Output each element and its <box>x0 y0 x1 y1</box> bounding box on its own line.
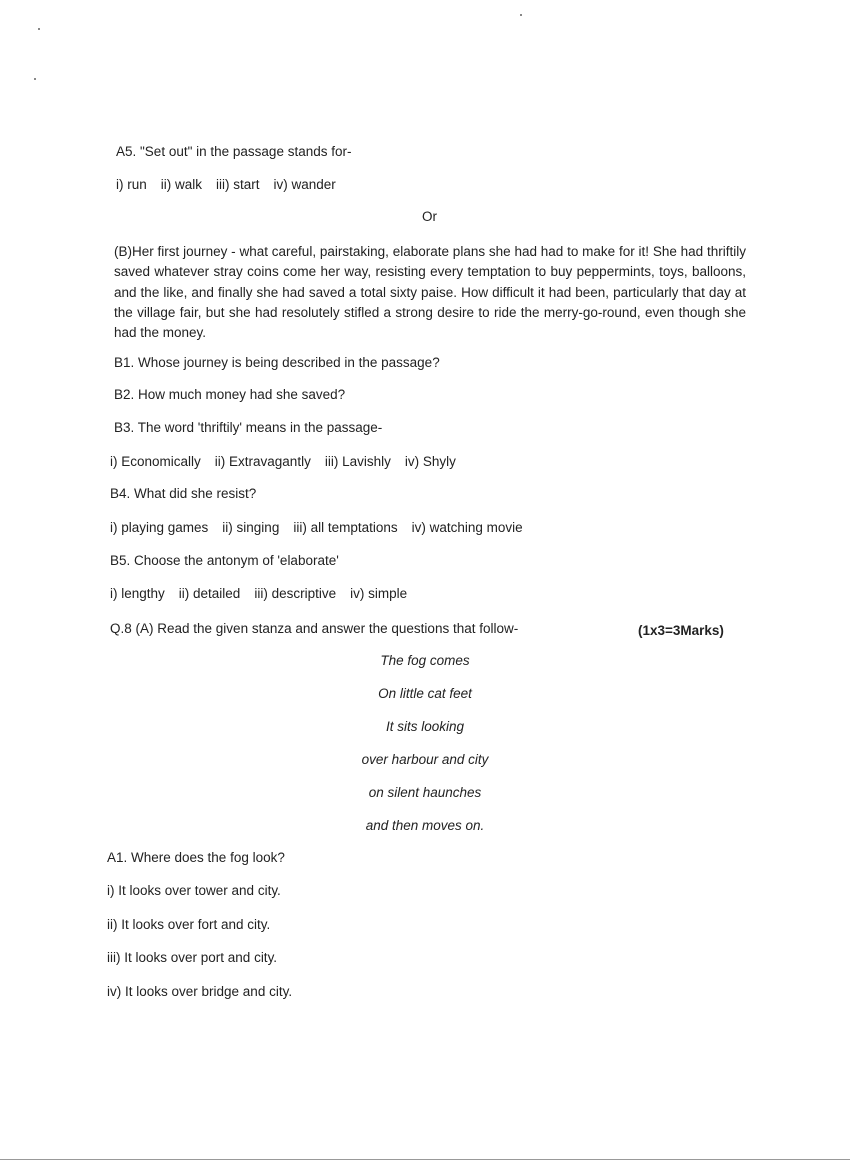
poem-line: and then moves on. <box>365 818 485 833</box>
option: iii) all temptations <box>293 520 398 535</box>
option: ii) detailed <box>178 586 241 601</box>
question-b4: B4. What did she resist? <box>110 486 257 501</box>
poem-line: The fog comes <box>380 653 470 668</box>
option: ii) It looks over fort and city. <box>107 917 271 932</box>
option: iv) It looks over bridge and city. <box>107 984 293 999</box>
marks-label: (1x3=3Marks) <box>638 623 724 638</box>
passage-b: (B)Her first journey - what careful, pairstaking, elaborate plans she had had to make for it! She had thriftily saved whatever stray coins come her way, resisting every temptation to buy peppermints, toys, balloons, and the like, and finally she had saved a total sixty paise. How difficult it had been, particularly that day at the village fair, but she had resolutely stifled a strong desire to ride the merry-go-round, even though she had the money. <box>114 244 746 341</box>
question-b5: B5. Choose the antonym of 'elaborate' <box>110 553 339 568</box>
question-8-instruction: Q.8 (A) Read the given stanza and answer the questions that follow- <box>110 621 519 636</box>
poem-line: over harbour and city <box>361 752 489 767</box>
option: i) Economically <box>110 454 201 469</box>
option: iv) simple <box>350 586 408 601</box>
options-b3 <box>110 454 470 469</box>
option: iv) wander <box>273 177 336 192</box>
option: ii) Extravagantly <box>214 454 311 469</box>
poem-line: It sits looking <box>385 719 465 734</box>
option: iii) start <box>216 177 260 192</box>
page-edge <box>0 1159 850 1160</box>
option: iii) descriptive <box>254 586 337 601</box>
scan-speck <box>38 28 40 30</box>
option: i) lengthy <box>110 586 165 601</box>
poem-line: On little cat feet <box>378 686 472 701</box>
or-label: Or <box>422 209 437 224</box>
option: iii) It looks over port and city. <box>107 950 278 965</box>
scan-speck <box>34 78 36 80</box>
option: ii) singing <box>222 520 280 535</box>
option: i) playing games <box>110 520 209 535</box>
scan-speck <box>520 14 522 16</box>
question-b3: B3. The word 'thriftily' means in the passage- <box>114 420 383 435</box>
poem-line: on silent haunches <box>368 785 482 800</box>
option: ii) walk <box>160 177 203 192</box>
option: iv) Shyly <box>404 454 456 469</box>
options-a5 <box>116 177 350 192</box>
options-b5 <box>110 586 421 601</box>
option: i) run <box>116 177 147 192</box>
question-a5: A5. "Set out" in the passage stands for- <box>116 144 352 159</box>
options-b4 <box>110 520 537 535</box>
question-a1: A1. Where does the fog look? <box>107 850 285 865</box>
option: iii) Lavishly <box>324 454 391 469</box>
option: i) It looks over tower and city. <box>107 883 281 898</box>
option: iv) watching movie <box>411 520 523 535</box>
question-b2: B2. How much money had she saved? <box>114 387 346 402</box>
question-b1: B1. Whose journey is being described in the passage? <box>114 355 440 370</box>
